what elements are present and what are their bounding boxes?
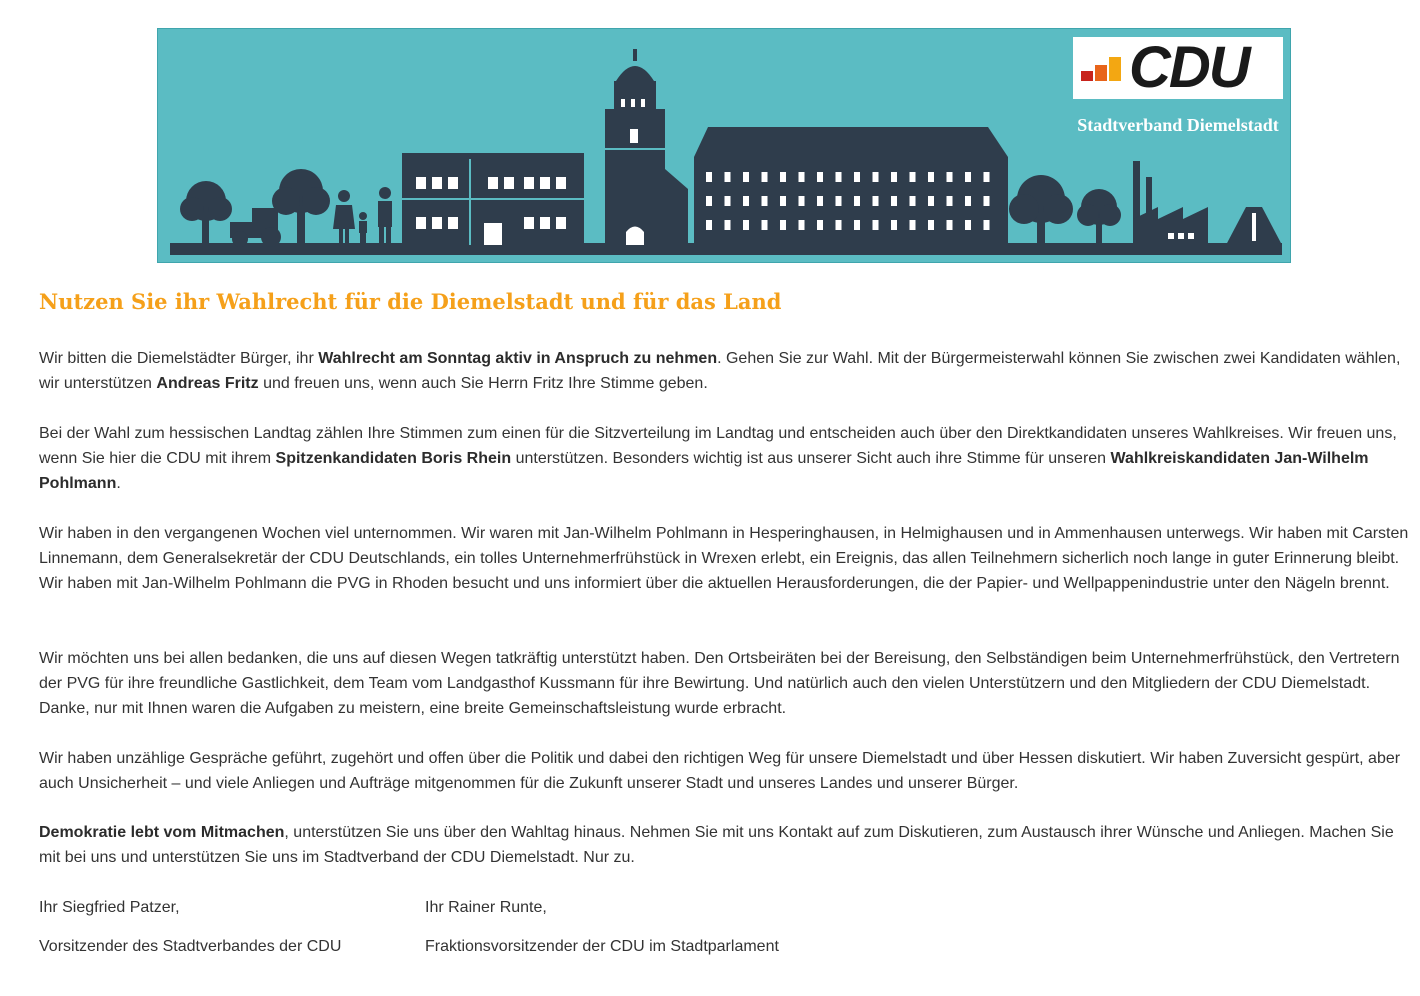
signature-role-2: Fraktionsvorsitzender der CDU im Stadtparlament (425, 938, 779, 955)
cdu-logo (1073, 37, 1283, 99)
signature-name-1: Ihr Siegfried Patzer, (39, 899, 180, 916)
banner-subtitle: Stadtverband Diemelstadt (1077, 115, 1279, 135)
logo-wordmark: CDU (1129, 35, 1249, 100)
paragraph-3: Wir haben in den vergangenen Wochen viel unternommen. Wir waren mit Jan-Wilhelm Pohlmann in Hesperinghausen, in Helmighausen und in Ammenhausen unterwegs. Wir haben mit Carsten Linnemann, dem Generalsekretär der CDU Deutschlands, ein tolles Unternehmerfrühstück in Wrexen erlebt, ein Ereignis, das allen Teilnehmern sicherlich noch lange in guter Erinnerung bleibt. Wir haben mit Jan-Wilhelm Pohlmann die PVG in Rhoden besucht und uns informiert über die aktuellen Herausforderungen, die der Papier- und Wellpappenindustrie unter den Nägeln brennt. (39, 525, 1409, 592)
signature-role-1: Vorsitzender des Stadtverbandes der CDU (39, 938, 342, 955)
header-banner (157, 28, 1291, 263)
signature-name-2: Ihr Rainer Runte, (425, 899, 547, 916)
paragraph-5: Wir haben unzählige Gespräche geführt, zugehört und offen über die Politik und dabei den richtigen Weg für unsere Diemelstadt und über Hessen diskutiert. Wir haben Zuversicht gespürt, aber auch Unsicherheit – und viele Anliegen und Aufträge mitgenommen für die Zukunft unserer Stadt und unseres Landes und unserer Bürger. (39, 750, 1401, 792)
paragraph-1: Wir bitten die Diemelstädter Bürger, ihr Wahlrecht am Sonntag aktiv in Anspruch zu nehmen. Gehen Sie zur Wahl. Mit der Bürgermeisterwahl können Sie zwischen zwei Kandidaten wählen, wir unterstützen Andreas Fritz und freuen uns, wenn auch Sie Herrn Fritz Ihre Stimme geben. (39, 350, 1401, 392)
paragraph-2: Bei der Wahl zum hessischen Landtag zählen Ihre Stimmen zum einen für die Sitzverteilung im Landtag und entscheiden auch über den Direktkandidaten unseres Wahlkreises. Wir freuen uns, wenn Sie hier die CDU mit ihrem Spitzenkandidaten Boris Rhein unterstützen. Besonders wichtig ist aus unserer Sicht auch ihre Stimme für unseren Wahlkreiskandidaten Jan-Wilhelm Pohlmann. (39, 425, 1397, 492)
paragraph-6: Demokratie lebt vom Mitmachen, unterstützen Sie uns über den Wahltag hinaus. Nehmen Sie mit uns Kontakt auf zum Diskutieren, zum Austausch ihrer Wünsche und Anliegen. Machen Sie mit bei uns und unterstützen Sie uns im Stadtverband der CDU Diemelstadt. Nur zu. (39, 824, 1394, 866)
paragraph-4: Wir möchten uns bei allen bedanken, die uns auf diesen Wegen tatkräftig unterstützt haben. Den Ortsbeiräten bei der Bereisung, den Selbständigen beim Unternehmerfrühstück, den Vertretern der PVG für ihre freundliche Gastlichkeit, dem Team vom Landgasthof Kussmann für ihre Bewirtung. Und natürlich auch den vielen Unterstützern und den Mitgliedern der CDU Diemelstadt. Danke, nur mit Ihnen waren die Aufgaben zu meistern, eine breite Gemeinschaftsleistung wurde erbracht. (39, 650, 1400, 717)
article-title: Nutzen Sie ihr Wahlrecht für die Diemelstadt und für das Land (39, 289, 782, 314)
logo-bars-icon (1081, 57, 1125, 81)
